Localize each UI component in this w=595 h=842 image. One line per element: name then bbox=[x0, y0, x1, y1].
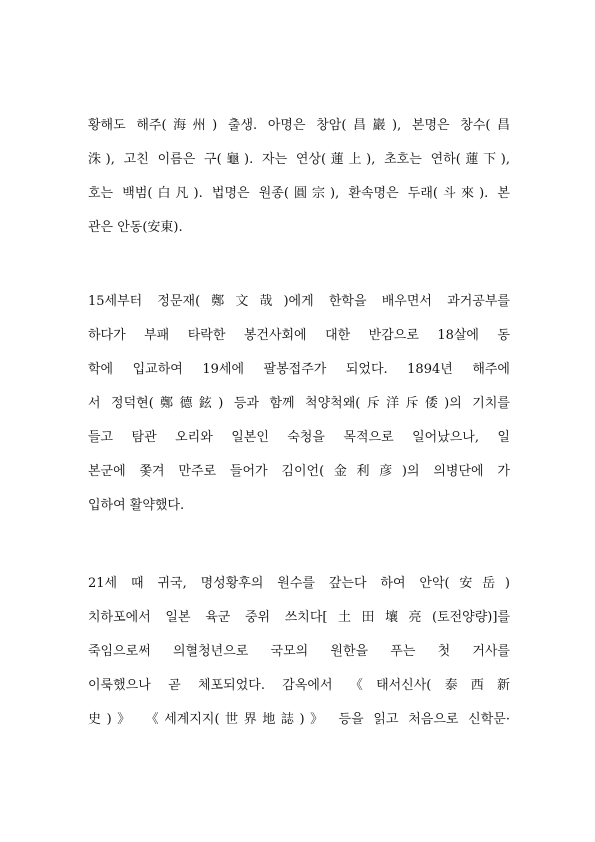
text-line: 21세 때 귀국, 명성황후의 원수를 갚는다 하여 안악(安岳) bbox=[88, 576, 510, 591]
text-line: 치하포에서 일본 육군 중위 쓰치다[土田壤亮(토전양량)]를 bbox=[88, 610, 510, 625]
text-line: 황해도 해주(海州) 출생. 아명은 창암(昌巖), 본명은 창수(昌 bbox=[88, 118, 510, 133]
text-line: 들고 탐관 오리와 일본인 숙청을 목적으로 일어났으나, 일 bbox=[88, 430, 510, 445]
paragraph-return bbox=[88, 567, 510, 737]
text-line: 이룩했으나 곧 체포되었다. 감옥에서 《태서신사(泰西新 bbox=[88, 678, 510, 693]
text-line: 史)》 《세계지지(世界地誌)》 등을 읽고 처음으로 신학문· bbox=[88, 712, 510, 727]
text-line: 학에 입교하여 19세에 팔봉접주가 되었다. 1894년 해주에 bbox=[88, 362, 510, 377]
paragraph-early-life bbox=[88, 285, 510, 523]
text-line: 본군에 쫓겨 만주로 들어가 김이언(金利彦)의 의병단에 가 bbox=[88, 464, 510, 479]
text-line: 하다가 부패 타락한 봉건사회에 대한 반감으로 18살에 동 bbox=[88, 328, 510, 343]
text-line: 서 정덕현(鄭德鉉) 등과 함께 척양척왜(斥洋斥倭)의 기치를 bbox=[88, 396, 510, 411]
paragraph-birth bbox=[88, 109, 510, 245]
text-line: 죽임으로써 의혈청년으로 국모의 원한을 푸는 첫 거사를 bbox=[88, 644, 510, 659]
text-line: 호는 백범(白凡). 법명은 원종(圓宗), 환속명은 두래(斗來). 본 bbox=[88, 186, 510, 201]
text-line: 15세부터 정문재(鄭文哉)에게 한학을 배우면서 과거공부를 bbox=[88, 294, 510, 309]
text-line: 洙), 고친 이름은 구(龜). 자는 연상(蓮上), 초호는 연하(蓮下), bbox=[88, 152, 510, 167]
text-line: 입하여 활약했다. bbox=[88, 498, 185, 513]
text-line: 관은 안동(安東). bbox=[88, 220, 183, 235]
